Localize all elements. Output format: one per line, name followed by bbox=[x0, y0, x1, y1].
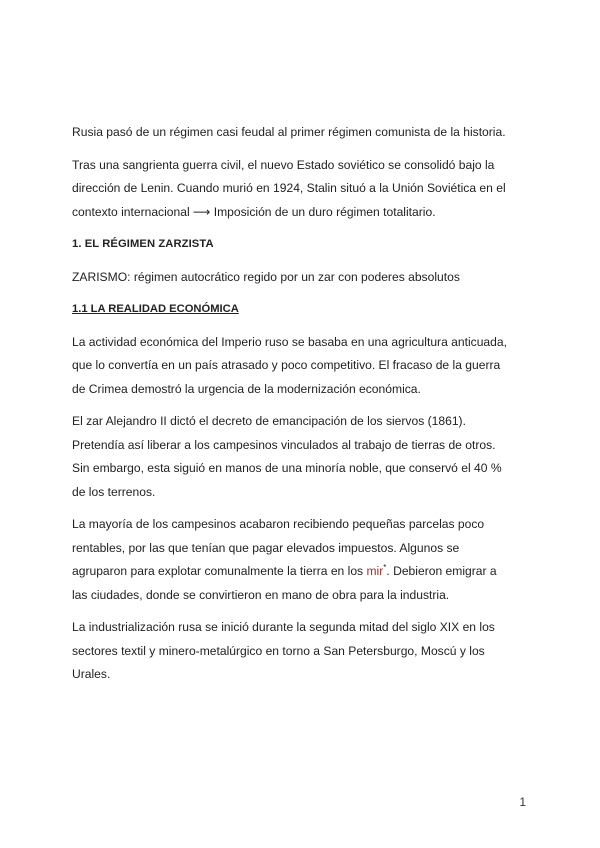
body-line: El zar Alejandro II dictó el decreto de emancipación de los siervos (1861). bbox=[72, 414, 466, 428]
body-line: de los terrenos. bbox=[72, 484, 156, 499]
body-line: rentables, por las que tenían que pagar elevados impuestos. Algunos se bbox=[72, 540, 460, 555]
intro-paragraph-2 bbox=[72, 154, 532, 225]
intro-line: Tras una sangrienta guerra civil, el nuevo Estado soviético se consolidó bajo la bbox=[72, 157, 495, 172]
intro-line: Rusia pasó de un régimen casi feudal al primer régimen comunista de la historia. bbox=[72, 125, 506, 139]
body-paragraph-3 bbox=[72, 513, 532, 607]
body-line: sectores textil y minero-metalúrgico en torno a San Petersburgo, Moscú y los bbox=[72, 643, 485, 658]
body-line: Sin embargo, esta siguió en manos de una minoría noble, que conservó el 40 % bbox=[72, 461, 502, 475]
body-line: La industrialización rusa se inició durante la segunda mitad del siglo XIX en los bbox=[72, 620, 495, 634]
body-line: Urales. bbox=[72, 667, 111, 681]
body-line: de Crimea demostró la urgencia de la modernización económica. bbox=[72, 381, 421, 396]
body-line: Pretendía así liberar a los campesinos vinculados al trabajo de tierras de otros. bbox=[72, 437, 496, 452]
body-paragraph-2 bbox=[72, 410, 532, 504]
body-text-segment: agruparon para explotar comunalmente la tierra en los bbox=[72, 564, 367, 578]
mir-term-link[interactable]: mir bbox=[366, 564, 384, 578]
body-line: las ciudades, donde se convirtieron en mano de obra para la industria. bbox=[72, 587, 450, 602]
document-body bbox=[72, 121, 532, 696]
intro-line: contexto internacional ⟶ Imposición de un duro régimen totalitario. bbox=[72, 204, 436, 219]
subsection-heading: 1.1 LA REALIDAD ECONÓMICA bbox=[72, 303, 239, 315]
body-line: La mayoría de los campesinos acabaron recibiendo pequeñas parcelas poco bbox=[72, 517, 485, 531]
section-heading: 1. EL RÉGIMEN ZARZISTA bbox=[72, 238, 214, 250]
body-line-with-term bbox=[72, 560, 532, 584]
body-line: que lo convertía en un país atrasado y poco competitivo. El fracaso de la guerra bbox=[72, 358, 501, 372]
definition-text bbox=[72, 266, 532, 290]
page-number: 1 bbox=[519, 795, 526, 809]
intro-paragraph bbox=[72, 121, 532, 145]
intro-line: dirección de Lenin. Cuando murió en 1924, Stalin situó a la Unión Soviética en el bbox=[72, 181, 506, 195]
body-paragraph-4 bbox=[72, 616, 532, 687]
body-line: La actividad económica del Imperio ruso se basaba en una agricultura anticuada, bbox=[72, 334, 507, 349]
definition-line: ZARISMO: régimen autocrático regido por un zar con poderes absolutos bbox=[72, 269, 460, 284]
body-text-segment: . Debieron emigrar a bbox=[386, 564, 497, 578]
footnote-marker: * bbox=[383, 562, 387, 572]
body-paragraph-1 bbox=[72, 331, 532, 402]
